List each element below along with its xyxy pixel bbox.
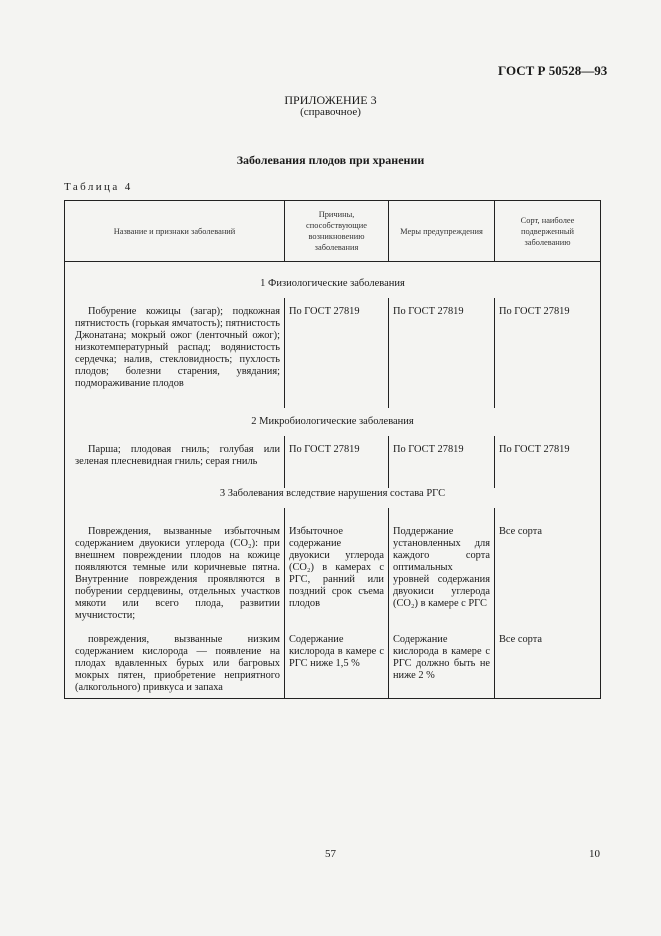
table-label: Таблица 4 (64, 181, 133, 193)
cell-prevention: Содержание кислорода в камере с РГС должно быть не ниже 2 % (389, 628, 495, 699)
section-header-row (65, 488, 601, 508)
column-header-name: Название и признаки заболеваний (65, 201, 285, 262)
cell-prevention: По ГОСТ 27819 (389, 298, 495, 408)
cell-disease-name: повреждения, вызванные низким содержанием кислорода — появление на плодах вдавленных бурых или багровых мокрых пятен, приобретение неприятного (алкогольного) привкуса и запаха (65, 628, 285, 699)
table-row (65, 508, 601, 628)
cell-prevention: Поддержание установленных для каждого сорта оптимальных уровней содержания двуокиси углерода (CO₂) в камере с РГС (389, 508, 495, 628)
document-title: Заболевания плодов при хранении (236, 153, 425, 167)
table-row (65, 298, 601, 408)
sheet-number: 10 (589, 848, 600, 860)
table-row (65, 436, 601, 488)
cell-cause: По ГОСТ 27819 (285, 298, 389, 408)
cell-disease-name: Побурение кожицы (загар); подкожная пятнистость (горькая ямчатость); пятнистость Джонатана; мокрый ожог (ленточный ожог); низкотемпературный распад; водянистость сердечка; налив, стекловидность; пухлость плодов; болезни старения, увядания; подмораживание плодов (65, 298, 285, 408)
cell-variety: Все сорта (495, 508, 601, 628)
table-row (65, 628, 601, 699)
column-header-cause: Причины, способствующие возникновению заболевания (285, 201, 389, 262)
table-header-row (65, 201, 601, 262)
column-header-variety: Сорт, наиболее подверженный заболеванию (495, 201, 601, 262)
cell-cause: По ГОСТ 27819 (285, 436, 389, 488)
section-title-rgs: 3 Заболевания вследствие нарушения состава РГС (219, 488, 446, 499)
appendix-title: ПРИЛОЖЕНИЕ 3 (284, 93, 377, 107)
section-title-microbiological: 2 Микробиологические заболевания (251, 416, 414, 427)
column-header-prevention: Меры предупреждения (389, 201, 495, 262)
appendix-type: (справочное) (300, 106, 361, 118)
cell-variety: По ГОСТ 27819 (495, 298, 601, 408)
section-header-row (65, 408, 601, 436)
cell-cause: Избыточное содержание двуокиси углерода (CO₂) в камерах с РГС, ранний или поздний срок съема плодов (285, 508, 389, 628)
cell-cause: Содержание кислорода в камере с РГС ниже 1,5 % (285, 628, 389, 699)
section-header-row (65, 262, 601, 299)
cell-disease-name: Парша; плодовая гниль; голубая или зеленая плесневидная гниль; серая гниль (65, 436, 285, 488)
cell-prevention: По ГОСТ 27819 (389, 436, 495, 488)
cell-disease-name: Повреждения, вызванные избыточным содержанием двуокиси углерода (CO₂): при внешнем повреждении плодов на кожице появляются темные или коричневые пятна. Внутренние повреждения проявляются в побурении сердцевины, отдельных участков мякоти или всего плода, развитии мучнистости; (65, 508, 285, 628)
cell-variety: По ГОСТ 27819 (495, 436, 601, 488)
document-code: ГОСТ Р 50528—93 (498, 63, 608, 78)
section-title-physiological: 1 Физиологические заболевания (260, 278, 405, 289)
page-number: 57 (325, 848, 336, 860)
cell-variety: Все сорта (495, 628, 601, 699)
diseases-table (64, 200, 601, 699)
